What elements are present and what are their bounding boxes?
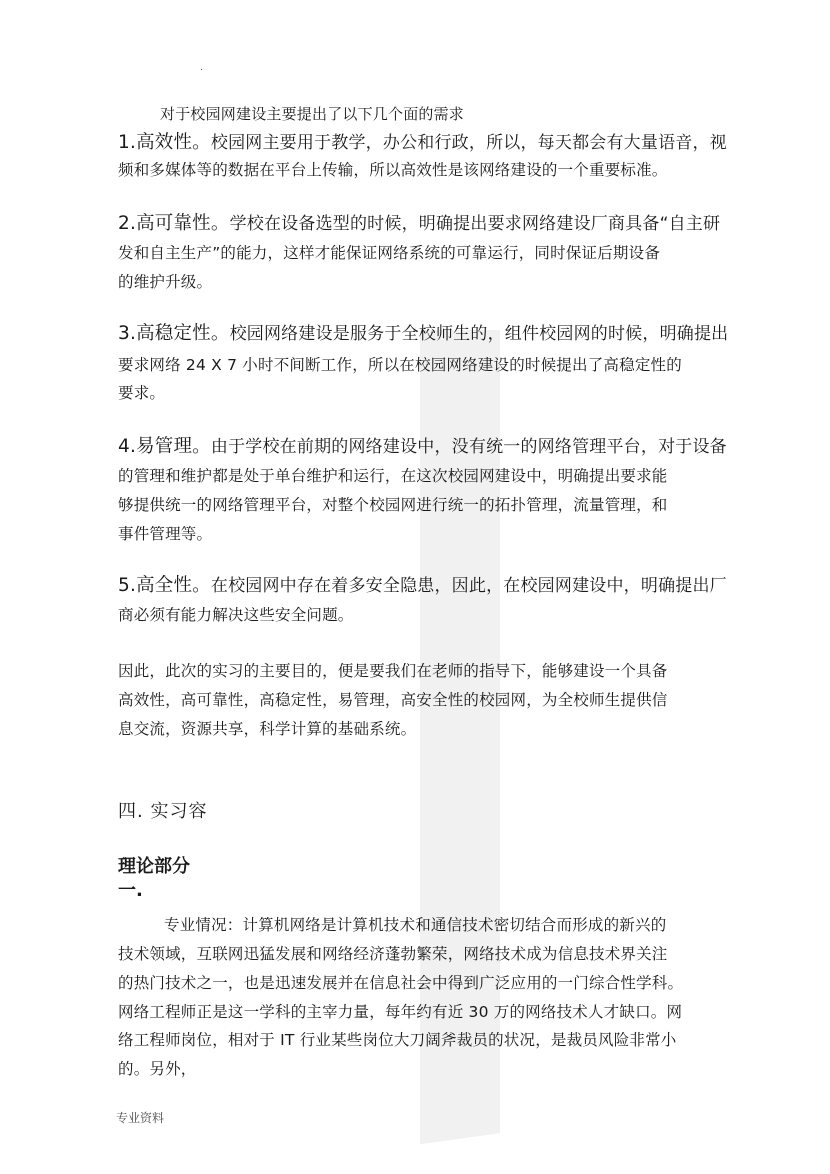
section-4-line: 够提供统一的网络管理平台，对整个校园网进行统一的拓扑管理，流量管理，和 bbox=[118, 496, 668, 514]
section-5-line: 商必须有能力解决这些安全问题。 bbox=[118, 606, 354, 624]
profession-line: 网络工程师正是这一学科的主宰力量，每年约有近 30 万的网络技术人才缺口。网 bbox=[118, 1003, 683, 1021]
section-1-line: 校园网主要用于教学，办公和行政，所以，每天都会有大量语音，视 bbox=[210, 133, 727, 153]
section-1-title: 高效性。 bbox=[136, 132, 211, 153]
section-3-title: 高稳定性。 bbox=[136, 323, 230, 344]
section-3-line: 要求网络 24 X 7 小时不间断工作，所以在校园网络建设的时候提出了高稳定性的 bbox=[118, 356, 682, 374]
section-1-number: 1. bbox=[118, 132, 137, 153]
theory-index: 一. bbox=[118, 880, 143, 901]
section-4-line: 由于学校在前期的网络建设中，没有统一的网络管理平台，对于设备 bbox=[210, 437, 727, 457]
section-3-line: 校园网络建设是服务于全校师生的，组件校园网的时候，明确提出 bbox=[229, 324, 729, 344]
header-dot: . bbox=[200, 62, 204, 73]
section-4-line: 事件管理等。 bbox=[118, 525, 213, 543]
section-1-line: 频和多媒体等的数据在平台上传输，所以高效性是该网络建设的一个重要标准。 bbox=[118, 161, 668, 179]
section-2-line: 发和自主生产”的能力，这样才能保证网络系统的可靠运行，同时保证后期设备 bbox=[118, 244, 661, 262]
profession-line: 技术领域，互联网迅猛发展和网络经济蓬勃繁荣，网络技术成为信息技术界关注 bbox=[118, 945, 668, 963]
section-2-line: 的维护升级。 bbox=[118, 273, 213, 291]
profession-line: 专业情况：计算机网络是计算机技术和通信技术密切结合而形成的新兴的 bbox=[164, 916, 667, 934]
chapter-title: 四. 实习容 bbox=[118, 801, 208, 822]
section-4-number: 4. bbox=[118, 436, 137, 457]
section-5-line: 在校园网中存在着多安全隐患，因此，在校园网建设中，明确提出厂 bbox=[210, 576, 727, 596]
theory-title: 理论部分 bbox=[118, 856, 190, 877]
summary-line: 因此，此次的实习的主要目的，便是要我们在老师的指导下，能够建设一个具备 bbox=[118, 662, 668, 680]
section-5-heading bbox=[118, 573, 727, 599]
section-4-heading bbox=[118, 434, 727, 460]
section-3-number: 3. bbox=[118, 323, 137, 344]
section-2-title: 高可靠性。 bbox=[136, 213, 230, 234]
profession-line: 络工程师岗位，相对于 IT 行业某些岗位大刀阔斧裁员的状况，是裁员风险非常小 bbox=[118, 1031, 677, 1049]
section-1-heading bbox=[118, 130, 727, 156]
section-4-title: 易管理。 bbox=[136, 436, 211, 457]
profession-line: 的热门技术之一，也是迅速发展并在信息社会中得到广泛应用的一门综合性学科。 bbox=[118, 974, 684, 992]
summary-line: 高效性，高可靠性，高稳定性，易管理，高安全性的校园网，为全校师生提供信 bbox=[118, 691, 668, 709]
section-2-line: 学校在设备选型的时候，明确提出要求网络建设厂商具备“自主研 bbox=[229, 214, 721, 234]
footer-label: 专业资料 bbox=[116, 1111, 165, 1125]
profession-line: 的。另外， bbox=[118, 1060, 197, 1078]
section-3-line: 要求。 bbox=[118, 384, 166, 402]
section-3-heading bbox=[118, 321, 728, 347]
section-5-number: 5. bbox=[118, 575, 137, 596]
section-4-line: 的管理和维护都是处于单台维护和运行，在这次校园网建设中，明确提出要求能 bbox=[118, 467, 668, 485]
section-2-heading bbox=[118, 211, 720, 237]
summary-line: 息交流，资源共享，科学计算的基础系统。 bbox=[118, 720, 417, 738]
section-2-number: 2. bbox=[118, 213, 137, 234]
section-5-title: 高全性。 bbox=[136, 575, 211, 596]
intro-text: 对于校园网建设主要提出了以下几个面的需求 bbox=[160, 105, 465, 123]
